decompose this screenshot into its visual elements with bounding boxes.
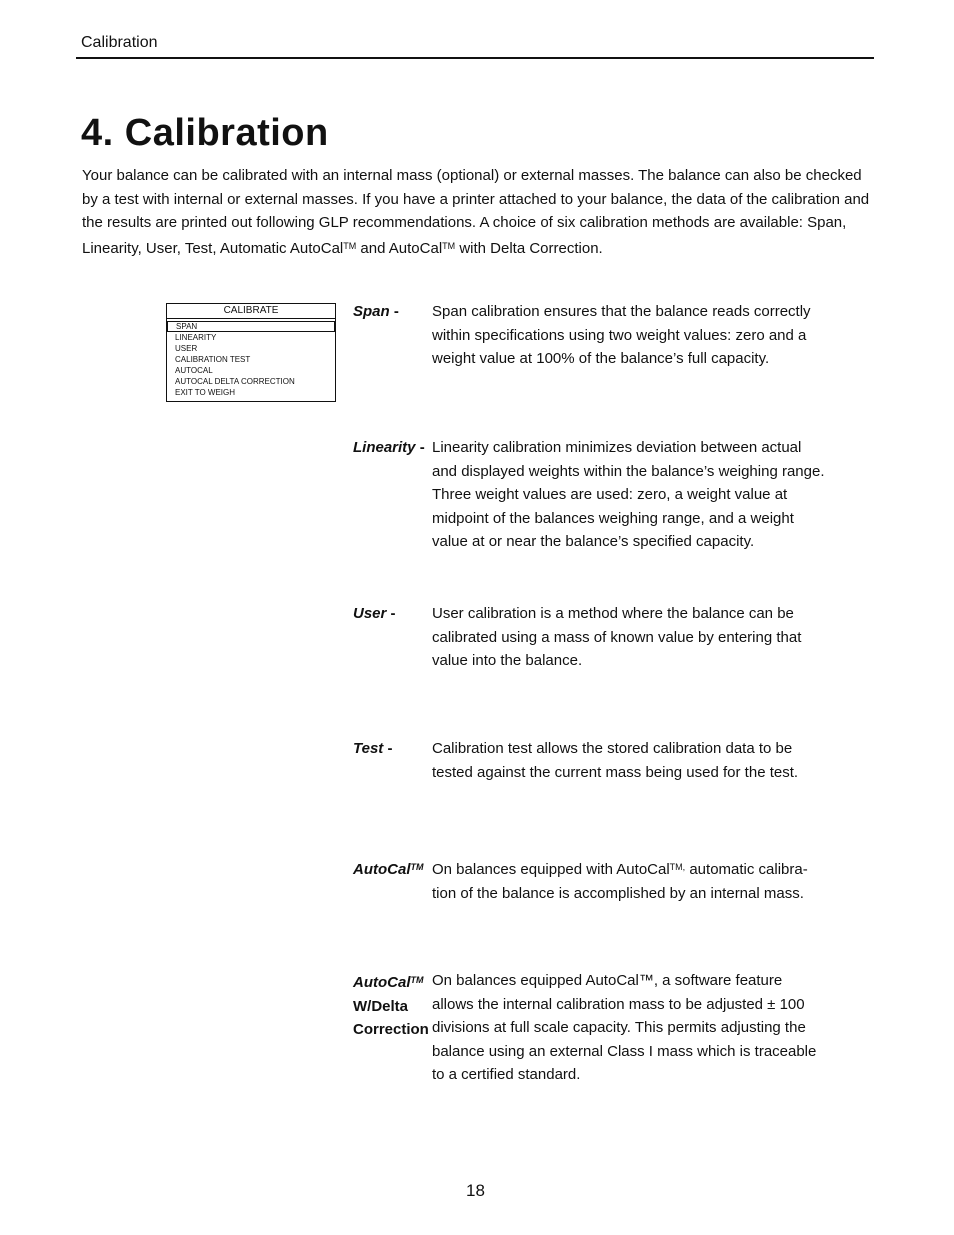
menu-item-linearity: LINEARITY [175, 333, 217, 342]
menu-item-calibration-test: CALIBRATION TEST [175, 355, 251, 364]
menu-item-exit-to-weigh: EXIT TO WEIGH [175, 388, 236, 397]
autocal-delta-description: On balances equipped AutoCal™, a software feature allows the internal calibration mass to be adjusted ± 100 divisions at full scale capacity. This permits adjusting the balance using an external Class I mass which is traceable to a certified standard. [432, 972, 817, 1083]
trademark-mark: TM [442, 240, 456, 251]
span-description: Span calibration ensures that the balance reads correctly within specifications using two weight values: zero and a weight value at 100% of the balance’s full capacity. [432, 303, 811, 367]
test-term: Test - [353, 740, 393, 757]
menu-list [167, 321, 335, 398]
test-description: Calibration test allows the stored calibration data to be tested against the current mass being used for the test. [432, 740, 799, 781]
intro-text-2: and AutoCal [356, 239, 443, 257]
autocal-description: On balances equipped with AutoCal$^{TM,}$ automatic calibra-tion of the balance is accomplished by an internal mass. [432, 861, 808, 902]
menu-title: CALIBRATE [167, 304, 335, 319]
span-term: Span - [353, 303, 399, 320]
running-header: Calibration [81, 34, 158, 51]
menu-item-autocal: AUTOCAL [175, 366, 213, 375]
autocal-term: AutoCal™ [353, 861, 424, 878]
linearity-term: Linearity - [353, 439, 425, 456]
intro-text-1: Your balance can be calibrated with an internal mass (optional) or external masses. The balance can also be checked by a test with internal or external masses. If you have a printer attached to your balance, the data of the calibration and the results are printed out following GLP recommendations. A choice of six calibration methods are available: Span, Linearity, User, Test, Automatic AutoCal [82, 167, 870, 257]
menu-item-user: USER [175, 344, 198, 353]
trademark-mark: TM [343, 240, 357, 251]
page-number: 18 [466, 1181, 485, 1200]
user-description: User calibration is a method where the balance can be calibrated using a mass of known value by entering that value into the balance. [432, 605, 802, 669]
linearity-description: Linearity calibration minimizes deviation between actual and displayed weights within the balance’s weighing range. Three weight values are used: zero, a weight value at midpoint of the balances weighing range, and a weight value at or near the balance’s specified capacity. [432, 439, 825, 550]
intro-paragraph [82, 164, 872, 260]
autocal-delta-term: AutoCal™ W/Delta Correction [353, 974, 429, 1038]
chapter-title: 4. Calibration [81, 112, 329, 154]
menu-item-span: SPAN [167, 321, 335, 332]
intro-text-3: with Delta Correction. [455, 239, 603, 257]
user-term: User - [353, 605, 396, 622]
menu-item-autocal-delta-correction: AUTOCAL DELTA CORRECTION [175, 377, 295, 386]
header-divider [76, 57, 874, 59]
calibrate-menu-display [166, 303, 336, 402]
